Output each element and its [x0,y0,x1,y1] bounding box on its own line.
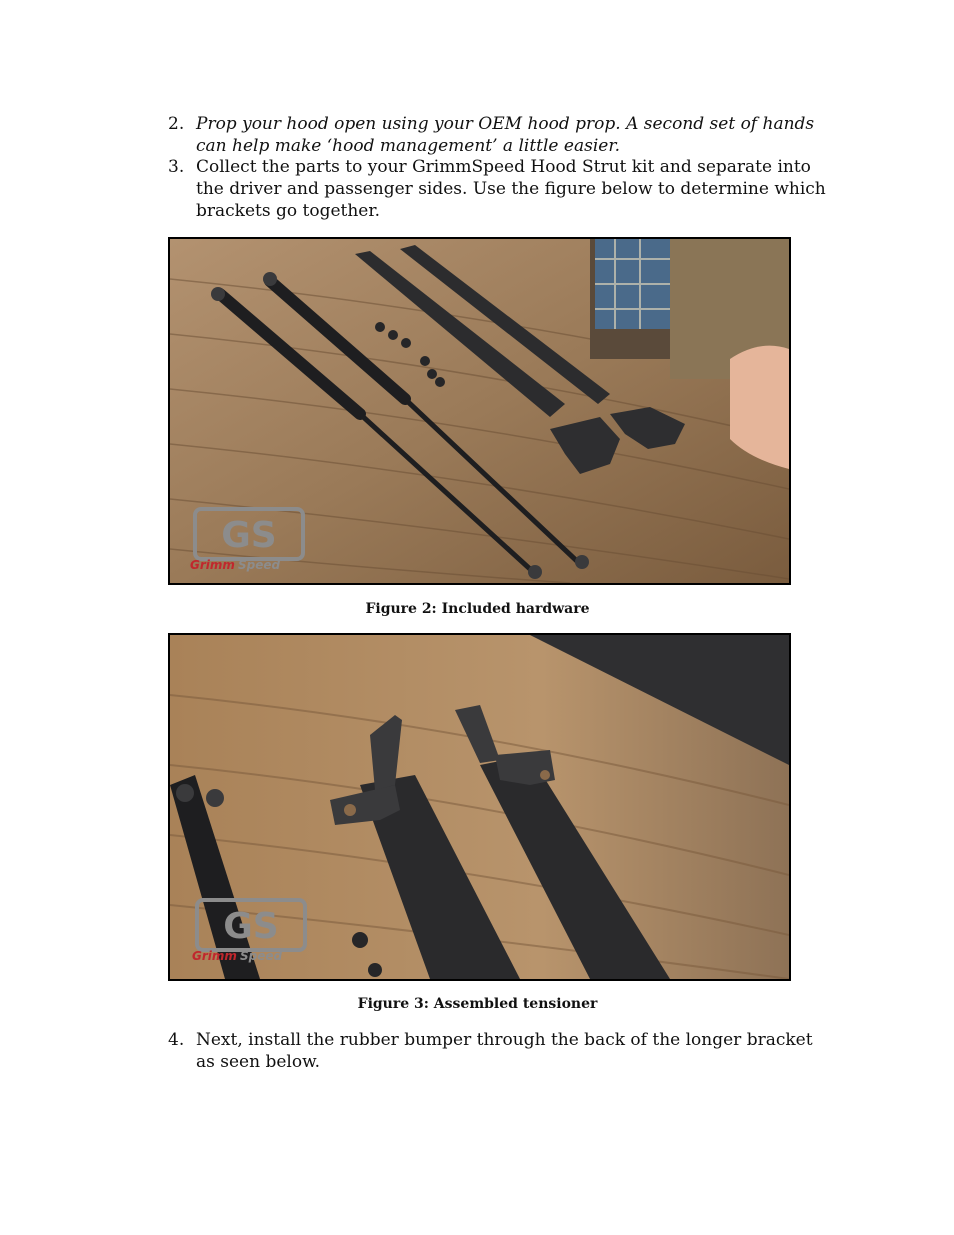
hardware-photo [170,239,789,583]
logo-name-grimm: Grimm [192,949,237,963]
list-text: Collect the parts to your GrimmSpeed Hood Strut kit and separate into the driver and passenger sides. Use the figure below to determine which brackets go together. [196,157,826,221]
logo-letters: GS [221,515,277,556]
list-number: 3. [168,157,185,177]
list-number: 2. [168,114,185,134]
logo-name-speed: Speed [240,949,283,963]
logo-name-grimm: Grimm [190,558,235,572]
list-text: Next, install the rubber bumper through the back of the longer bracket as seen below. [196,1030,813,1072]
list-number: 4. [168,1030,185,1050]
list-text: Prop your hood open using your OEM hood prop. A second set of hands can help make ‘hood management’ a little easier. [196,114,815,156]
tensioner-photo [170,635,789,979]
figure-3-image [168,633,791,981]
logo-name-speed: Speed [238,558,281,572]
logo-letters: GS [223,906,279,947]
figure-2-image [168,237,791,585]
figure-2-caption: Figure 2: Included hardware [365,601,590,617]
figure-3-caption: Figure 3: Assembled tensioner [357,996,598,1012]
